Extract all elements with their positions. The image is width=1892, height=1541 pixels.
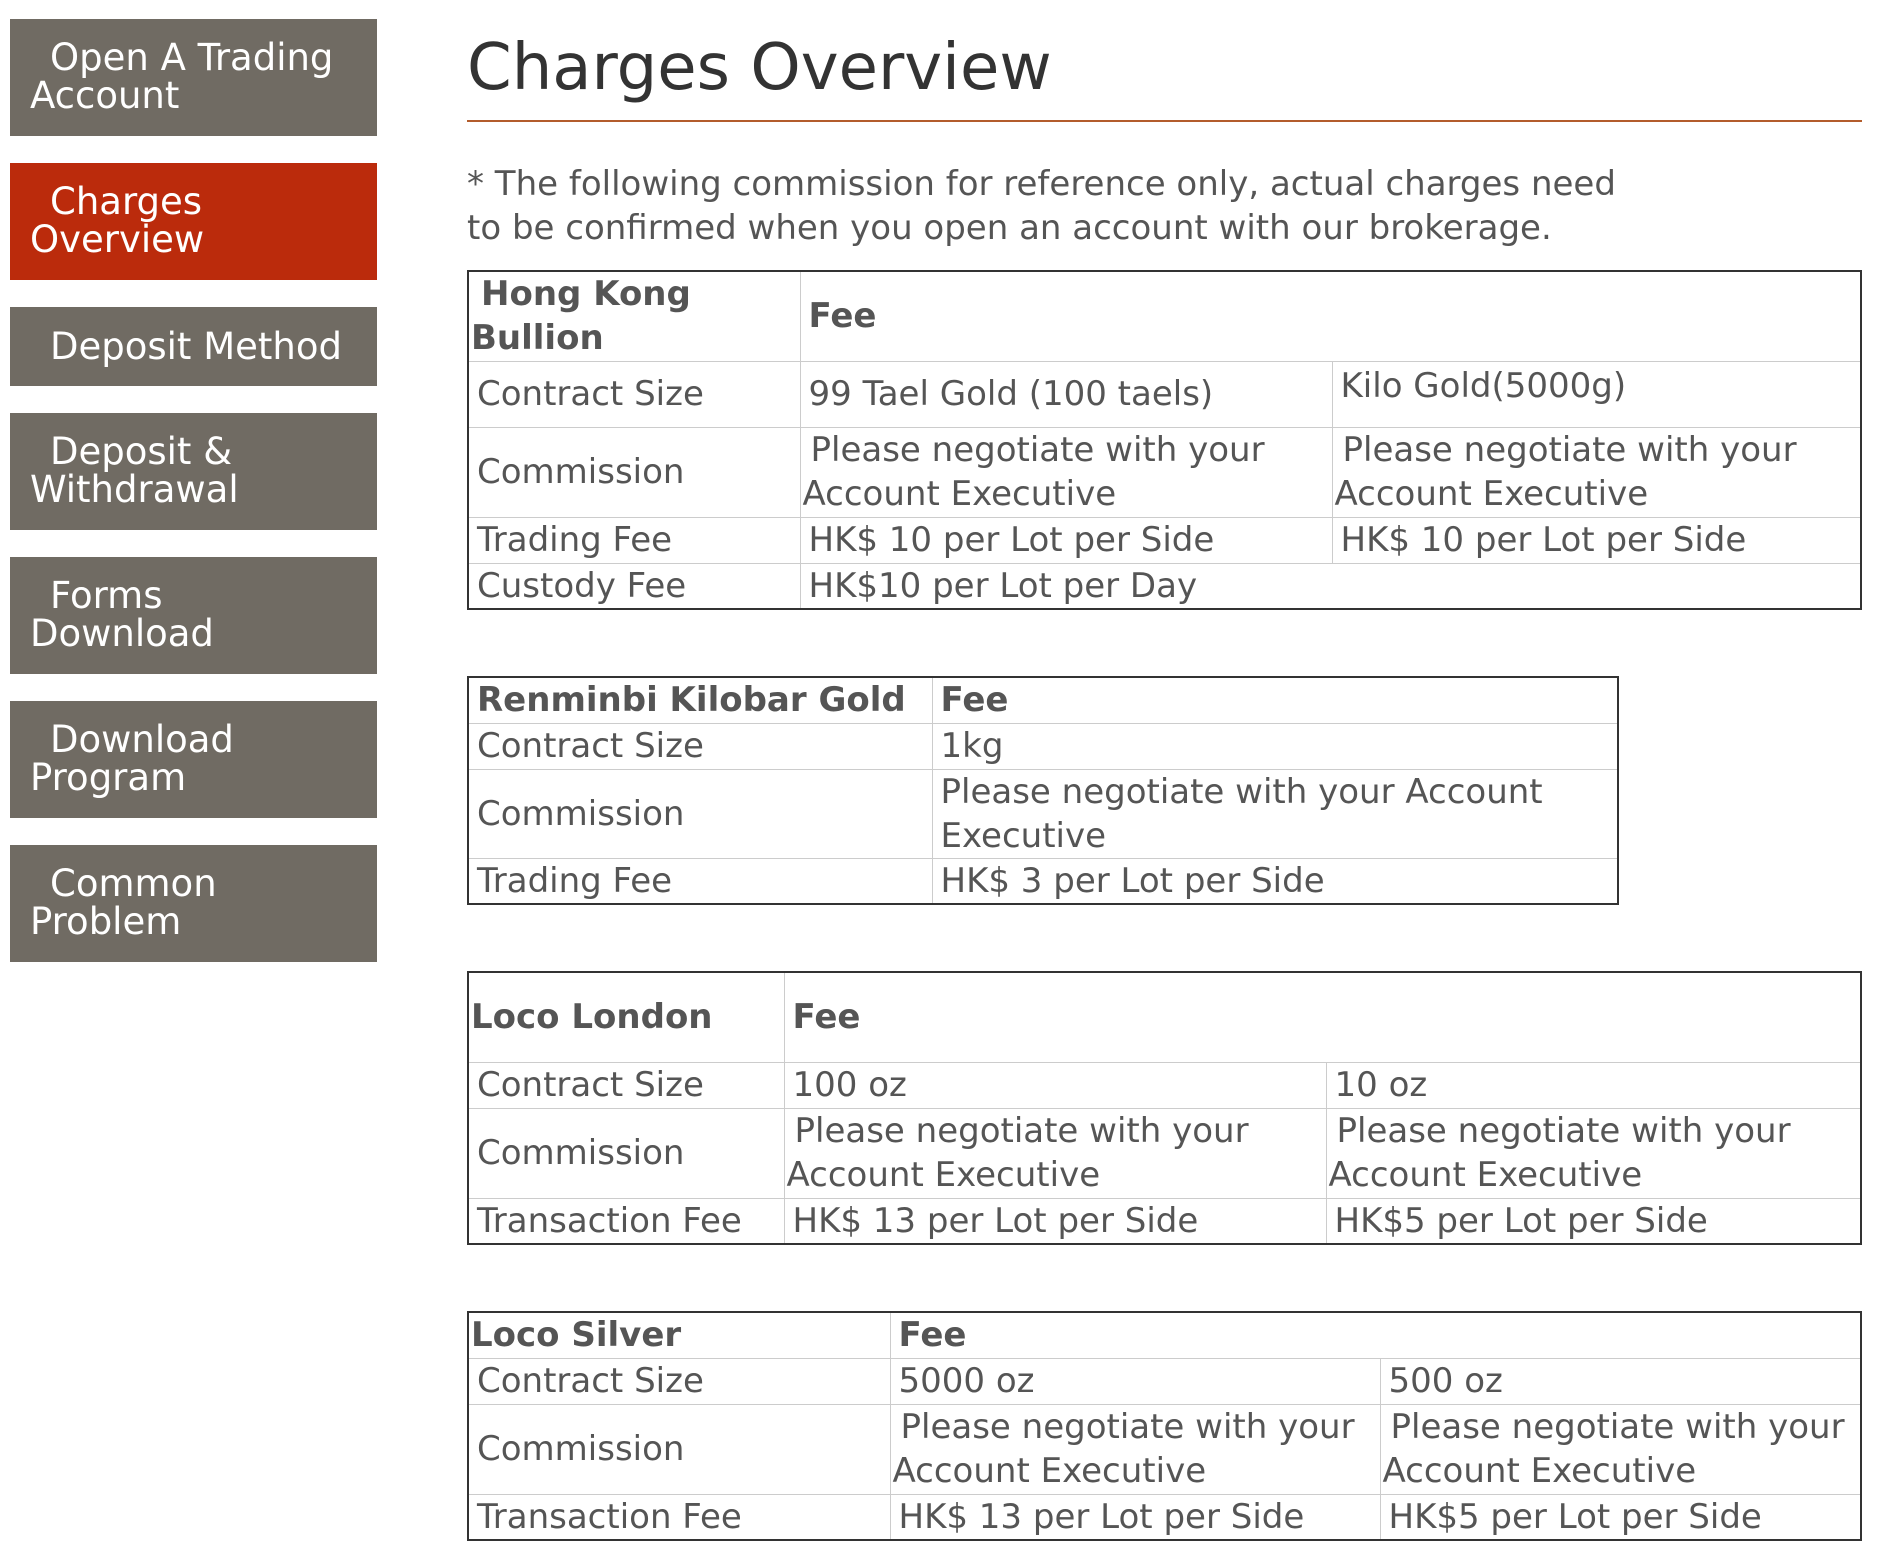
- table-cell: HK$ 3 per Lot per Side: [932, 858, 1618, 904]
- table-row: [468, 1358, 1861, 1404]
- table-cell: HK$ 13 per Lot per Side: [784, 1198, 1326, 1244]
- row-label: Trading Fee: [468, 517, 800, 563]
- sidebar-item-label: Open A Trading Account: [30, 36, 334, 117]
- table-cell: HK$5 per Lot per Side: [1326, 1198, 1861, 1244]
- table-row: [468, 1404, 1861, 1494]
- table-row: [468, 1108, 1861, 1198]
- sidebar-item-label: Charges Overview: [30, 180, 205, 261]
- table-cell: HK$10 per Lot per Day: [800, 563, 1861, 609]
- table-row: [468, 723, 1618, 769]
- table-row: [468, 1198, 1861, 1244]
- table-cell: Kilo Gold(5000g): [1332, 361, 1861, 427]
- hk-bullion-table: [467, 270, 1862, 610]
- sidebar-nav: [10, 19, 377, 989]
- loco-london-table: [467, 971, 1862, 1245]
- table-cell: 100 oz: [784, 1062, 1326, 1108]
- sidebar-item-deposit-withdrawal[interactable]: [10, 413, 377, 530]
- row-label: Commission: [468, 427, 800, 517]
- table-header-product: Renminbi Kilobar Gold: [468, 677, 932, 723]
- sidebar-item-common-problem[interactable]: [10, 845, 377, 962]
- table-header-fee: Fee: [784, 972, 1861, 1062]
- table-cell: Please negotiate with your Account Executive: [1380, 1404, 1861, 1494]
- table-header-product: Loco Silver: [468, 1312, 890, 1358]
- row-label: Transaction Fee: [468, 1198, 784, 1244]
- table-row: [468, 858, 1618, 904]
- table-cell: 10 oz: [1326, 1062, 1861, 1108]
- table-row: [468, 517, 1861, 563]
- table-header-fee: Fee: [932, 677, 1618, 723]
- table-cell: Please negotiate with your Account Executive: [784, 1108, 1326, 1198]
- table-cell: Please negotiate with your Account Executive: [1326, 1108, 1861, 1198]
- table-row: [468, 563, 1861, 609]
- row-label: Commission: [468, 769, 932, 858]
- table-cell: HK$ 13 per Lot per Side: [890, 1494, 1380, 1540]
- table-cell: HK$5 per Lot per Side: [1380, 1494, 1861, 1540]
- table-cell: 99 Tael Gold (100 taels): [800, 361, 1332, 427]
- row-label: Contract Size: [468, 361, 800, 427]
- table-row: [468, 271, 1861, 361]
- table-row: [468, 1494, 1861, 1540]
- table-row: [468, 1062, 1861, 1108]
- sidebar-item-open-account[interactable]: [10, 19, 377, 136]
- sidebar-item-label: Download Program: [30, 718, 234, 799]
- row-label: Trading Fee: [468, 858, 932, 904]
- sidebar-item-label: Deposit Method: [50, 325, 342, 368]
- table-cell: HK$ 10 per Lot per Side: [800, 517, 1332, 563]
- sidebar-item-label: Common Problem: [30, 862, 217, 943]
- row-label: Custody Fee: [468, 563, 800, 609]
- row-label: Transaction Fee: [468, 1494, 890, 1540]
- sidebar-item-label: Deposit & Withdrawal: [30, 430, 239, 511]
- sidebar-item-forms-download[interactable]: [10, 557, 377, 674]
- main-content: [467, 0, 1862, 1541]
- table-header-fee: Fee: [890, 1312, 1861, 1358]
- table-row: [468, 1312, 1861, 1358]
- table-row: [468, 361, 1861, 427]
- row-label: Contract Size: [468, 1358, 890, 1404]
- table-row: [468, 972, 1861, 1062]
- loco-silver-table: [467, 1311, 1862, 1541]
- row-label: Commission: [468, 1404, 890, 1494]
- table-row: [468, 427, 1861, 517]
- sidebar-item-deposit-method[interactable]: [10, 307, 377, 386]
- table-header-fee: Fee: [800, 271, 1861, 361]
- sidebar-item-label: Forms Download: [30, 574, 214, 655]
- table-row: [468, 677, 1618, 723]
- page-title: Charges Overview: [467, 0, 1862, 122]
- table-cell: Please negotiate with your Account Executive: [1332, 427, 1861, 517]
- reference-note: * The following commission for reference only, actual charges need to be confirmed when you open an account with our brokerage.: [467, 164, 1616, 248]
- table-header-product: Loco London: [468, 972, 784, 1062]
- table-cell: 1kg: [932, 723, 1618, 769]
- row-label: Contract Size: [468, 723, 932, 769]
- rmb-kilobar-table: [467, 676, 1619, 905]
- table-cell: Please negotiate with your Account Executive: [800, 427, 1332, 517]
- row-label: Contract Size: [468, 1062, 784, 1108]
- table-cell: 5000 oz: [890, 1358, 1380, 1404]
- sidebar-item-download-program[interactable]: [10, 701, 377, 818]
- table-header-product: Hong Kong Bullion: [468, 271, 800, 361]
- sidebar-item-charges-overview[interactable]: [10, 163, 377, 280]
- table-cell: 500 oz: [1380, 1358, 1861, 1404]
- row-label: Commission: [468, 1108, 784, 1198]
- table-cell: Please negotiate with your Account Executive: [932, 769, 1618, 858]
- table-cell: Please negotiate with your Account Executive: [890, 1404, 1380, 1494]
- table-cell: HK$ 10 per Lot per Side: [1332, 517, 1861, 563]
- table-row: [468, 769, 1618, 858]
